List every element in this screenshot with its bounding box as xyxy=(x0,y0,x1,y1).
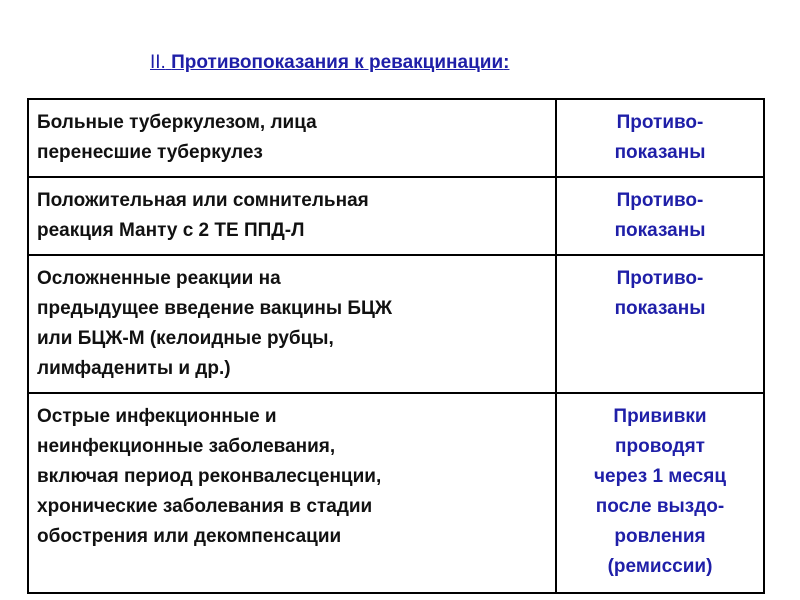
table-row xyxy=(28,255,764,393)
condition-line: предыдущее введение вакцины БЦЖ xyxy=(37,298,393,319)
verdict-cell xyxy=(556,99,764,177)
title-colon: : xyxy=(503,52,510,73)
condition-line: Положительная или сомнительная xyxy=(37,190,369,211)
page-title xyxy=(150,52,509,74)
condition-line: Осложненные реакции на xyxy=(37,268,281,289)
table-row xyxy=(28,393,764,593)
verdict-line: показаны xyxy=(614,220,706,241)
table-row xyxy=(28,99,764,177)
condition-line: перенесшие туберкулез xyxy=(37,142,263,163)
condition-line: включая период реконвалесценции, xyxy=(37,466,382,487)
verdict-line: Прививки xyxy=(613,406,707,427)
verdict-line: Противо- xyxy=(616,268,704,289)
verdict-line: показаны xyxy=(614,298,706,319)
condition-cell xyxy=(28,177,556,255)
title-text: Противопоказания к ревакцинации xyxy=(171,52,504,73)
condition-line: лимфадениты и др.) xyxy=(37,358,231,379)
contraindications-table xyxy=(27,98,765,594)
condition-cell xyxy=(28,255,556,393)
verdict-line: через 1 месяц xyxy=(593,466,727,487)
condition-line: хронические заболевания в стадии xyxy=(37,496,373,517)
verdict-line: проводят xyxy=(615,436,705,457)
verdict-line: Противо- xyxy=(616,190,704,211)
condition-line: обострения или декомпенсации xyxy=(37,526,342,547)
verdict-line: (ремиссии) xyxy=(607,556,713,577)
verdict-line: показаны xyxy=(614,142,706,163)
title-roman-numeral: II. xyxy=(150,52,166,73)
condition-line: Острые инфекционные и xyxy=(37,406,277,427)
condition-cell xyxy=(28,393,556,593)
verdict-cell xyxy=(556,177,764,255)
condition-line: Больные туберкулезом, лица xyxy=(37,112,317,133)
condition-line: реакция Манту с 2 ТЕ ППД-Л xyxy=(37,220,305,241)
verdict-cell xyxy=(556,393,764,593)
verdict-cell xyxy=(556,255,764,393)
verdict-line: Противо- xyxy=(616,112,704,133)
verdict-line: после выздо- xyxy=(595,496,725,517)
condition-cell xyxy=(28,99,556,177)
table-row xyxy=(28,177,764,255)
verdict-line: ровления xyxy=(614,526,706,547)
condition-line: или БЦЖ-М (келоидные рубцы, xyxy=(37,328,334,349)
condition-line: неинфекционные заболевания, xyxy=(37,436,336,457)
